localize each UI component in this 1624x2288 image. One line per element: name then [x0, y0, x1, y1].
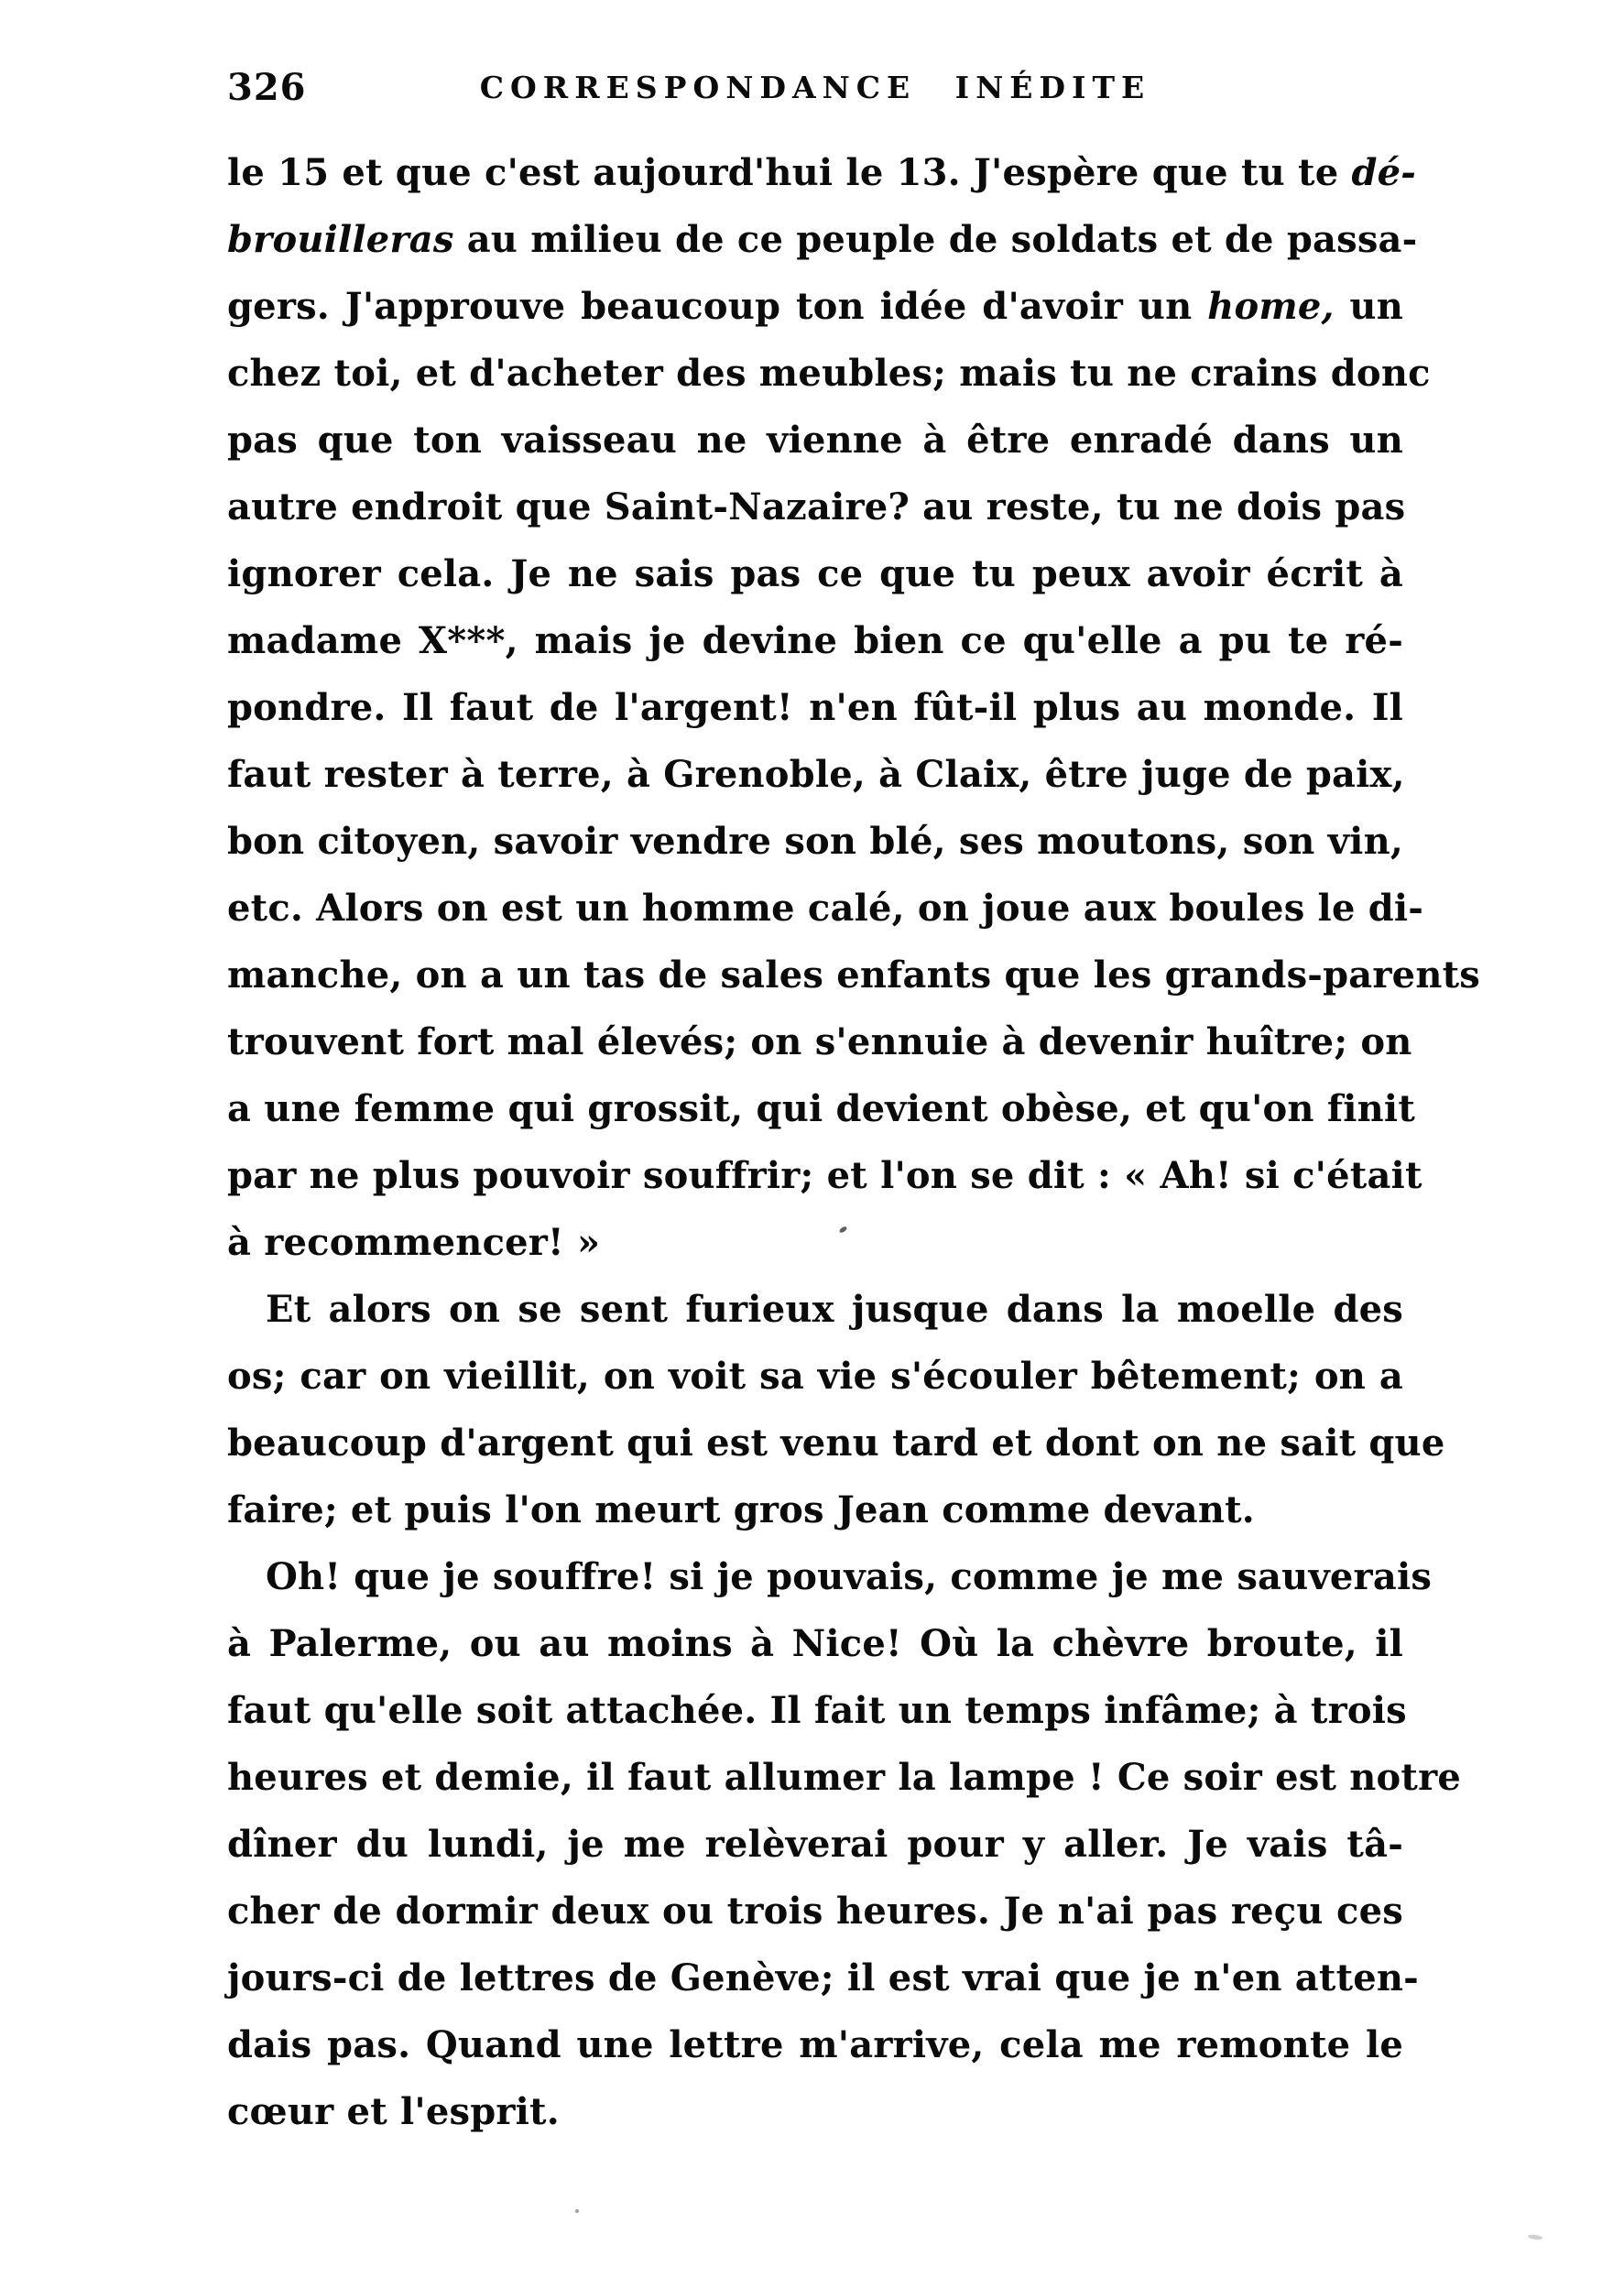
text-line: pas que ton vaisseau ne vienne à être enradé dans un [227, 419, 1403, 462]
text-line: ignorer cela. Je ne sais pas ce que tu peux avoir écrit à [227, 552, 1403, 595]
italic-word: brouilleras [227, 218, 454, 261]
text-line: a une femme qui grossit, qui devient obèse, et qu'on finit [227, 1087, 1415, 1130]
scan-speck [1528, 2234, 1543, 2240]
text-line: pondre. Il faut de l'argent! n'en fût-il plus au monde. Il [227, 686, 1403, 729]
text-line: etc. Alors on est un homme calé, on joue aux boules le di- [227, 887, 1424, 930]
italic-word: dé- [1351, 151, 1417, 194]
text-line: cher de dormir deux ou trois heures. Je n'ai pas reçu ces [227, 1890, 1403, 1933]
text-line: dîner du lundi, je me relèverai pour y aller. Je vais tâ- [227, 1823, 1403, 1866]
letter-body [227, 139, 1480, 2145]
text-line: manche, on a un tas de sales enfants que les grands-parents [227, 953, 1480, 997]
running-title: CORRESPONDANCE INÉDITE [479, 70, 1151, 105]
text-line: autre endroit que Saint-Nazaire? au reste, tu ne dois pas [227, 485, 1406, 528]
text-line: faut rester à terre, à Grenoble, à Claix, être juge de paix, [227, 753, 1405, 796]
text-line [227, 273, 1403, 340]
text-line: à recommencer! » [227, 1221, 601, 1264]
text-line: dais pas. Quand une lettre m'arrive, cela me remonte le [227, 2023, 1403, 2066]
scan-speck [575, 2209, 579, 2213]
text-line: cœur et l'esprit. [227, 2090, 560, 2133]
text-line: os; car on vieillit, on voit sa vie s'écouler bêtement; on a [227, 1355, 1403, 1398]
page-header [227, 66, 1403, 112]
text-line [227, 206, 1418, 273]
line-text: le 15 et que c'est aujourd'hui le 13. J'espère que tu te [227, 151, 1352, 194]
text-line: Oh! que je souffre! si je pouvais, comme je me sauverais [266, 1555, 1433, 1598]
italic-word: home, [1207, 285, 1335, 328]
line-text: au milieu de ce peuple de soldats et de passa- [453, 218, 1418, 261]
text-line: faut qu'elle soit attachée. Il fait un temps infâme; à trois [227, 1689, 1407, 1732]
text-line: trouvent fort mal élevés; on s'ennuie à devenir huître; on [227, 1020, 1412, 1063]
page-number: 326 [227, 66, 307, 109]
text-line: heures et demie, il faut allumer la lampe ! Ce soir est notre [227, 1756, 1462, 1799]
text-line [227, 139, 1417, 206]
text-line: beaucoup d'argent qui est venu tard et dont on ne sait que [227, 1422, 1445, 1465]
text-line: jours-ci de lettres de Genève; il est vrai que je n'en atten- [227, 1956, 1419, 1999]
text-line: par ne plus pouvoir souffrir; et l'on se dit : « Ah! si c'était [227, 1154, 1422, 1197]
line-text: gers. J'approuve beaucoup ton idée d'avoir un [227, 285, 1208, 328]
text-line: madame X***, mais je devine bien ce qu'elle a pu te ré- [227, 619, 1403, 662]
text-line: Et alors on se sent furieux jusque dans la moelle des [266, 1288, 1403, 1331]
line-text: un [1334, 285, 1403, 328]
text-line: chez toi, et d'acheter des meubles; mais tu ne crains donc [227, 352, 1431, 395]
text-line: à Palerme, ou au moins à Nice! Où la chèvre broute, il [227, 1622, 1403, 1665]
text-line: faire; et puis l'on meurt gros Jean comme devant. [227, 1488, 1255, 1531]
text-line: bon citoyen, savoir vendre son blé, ses moutons, son vin, [227, 820, 1403, 863]
